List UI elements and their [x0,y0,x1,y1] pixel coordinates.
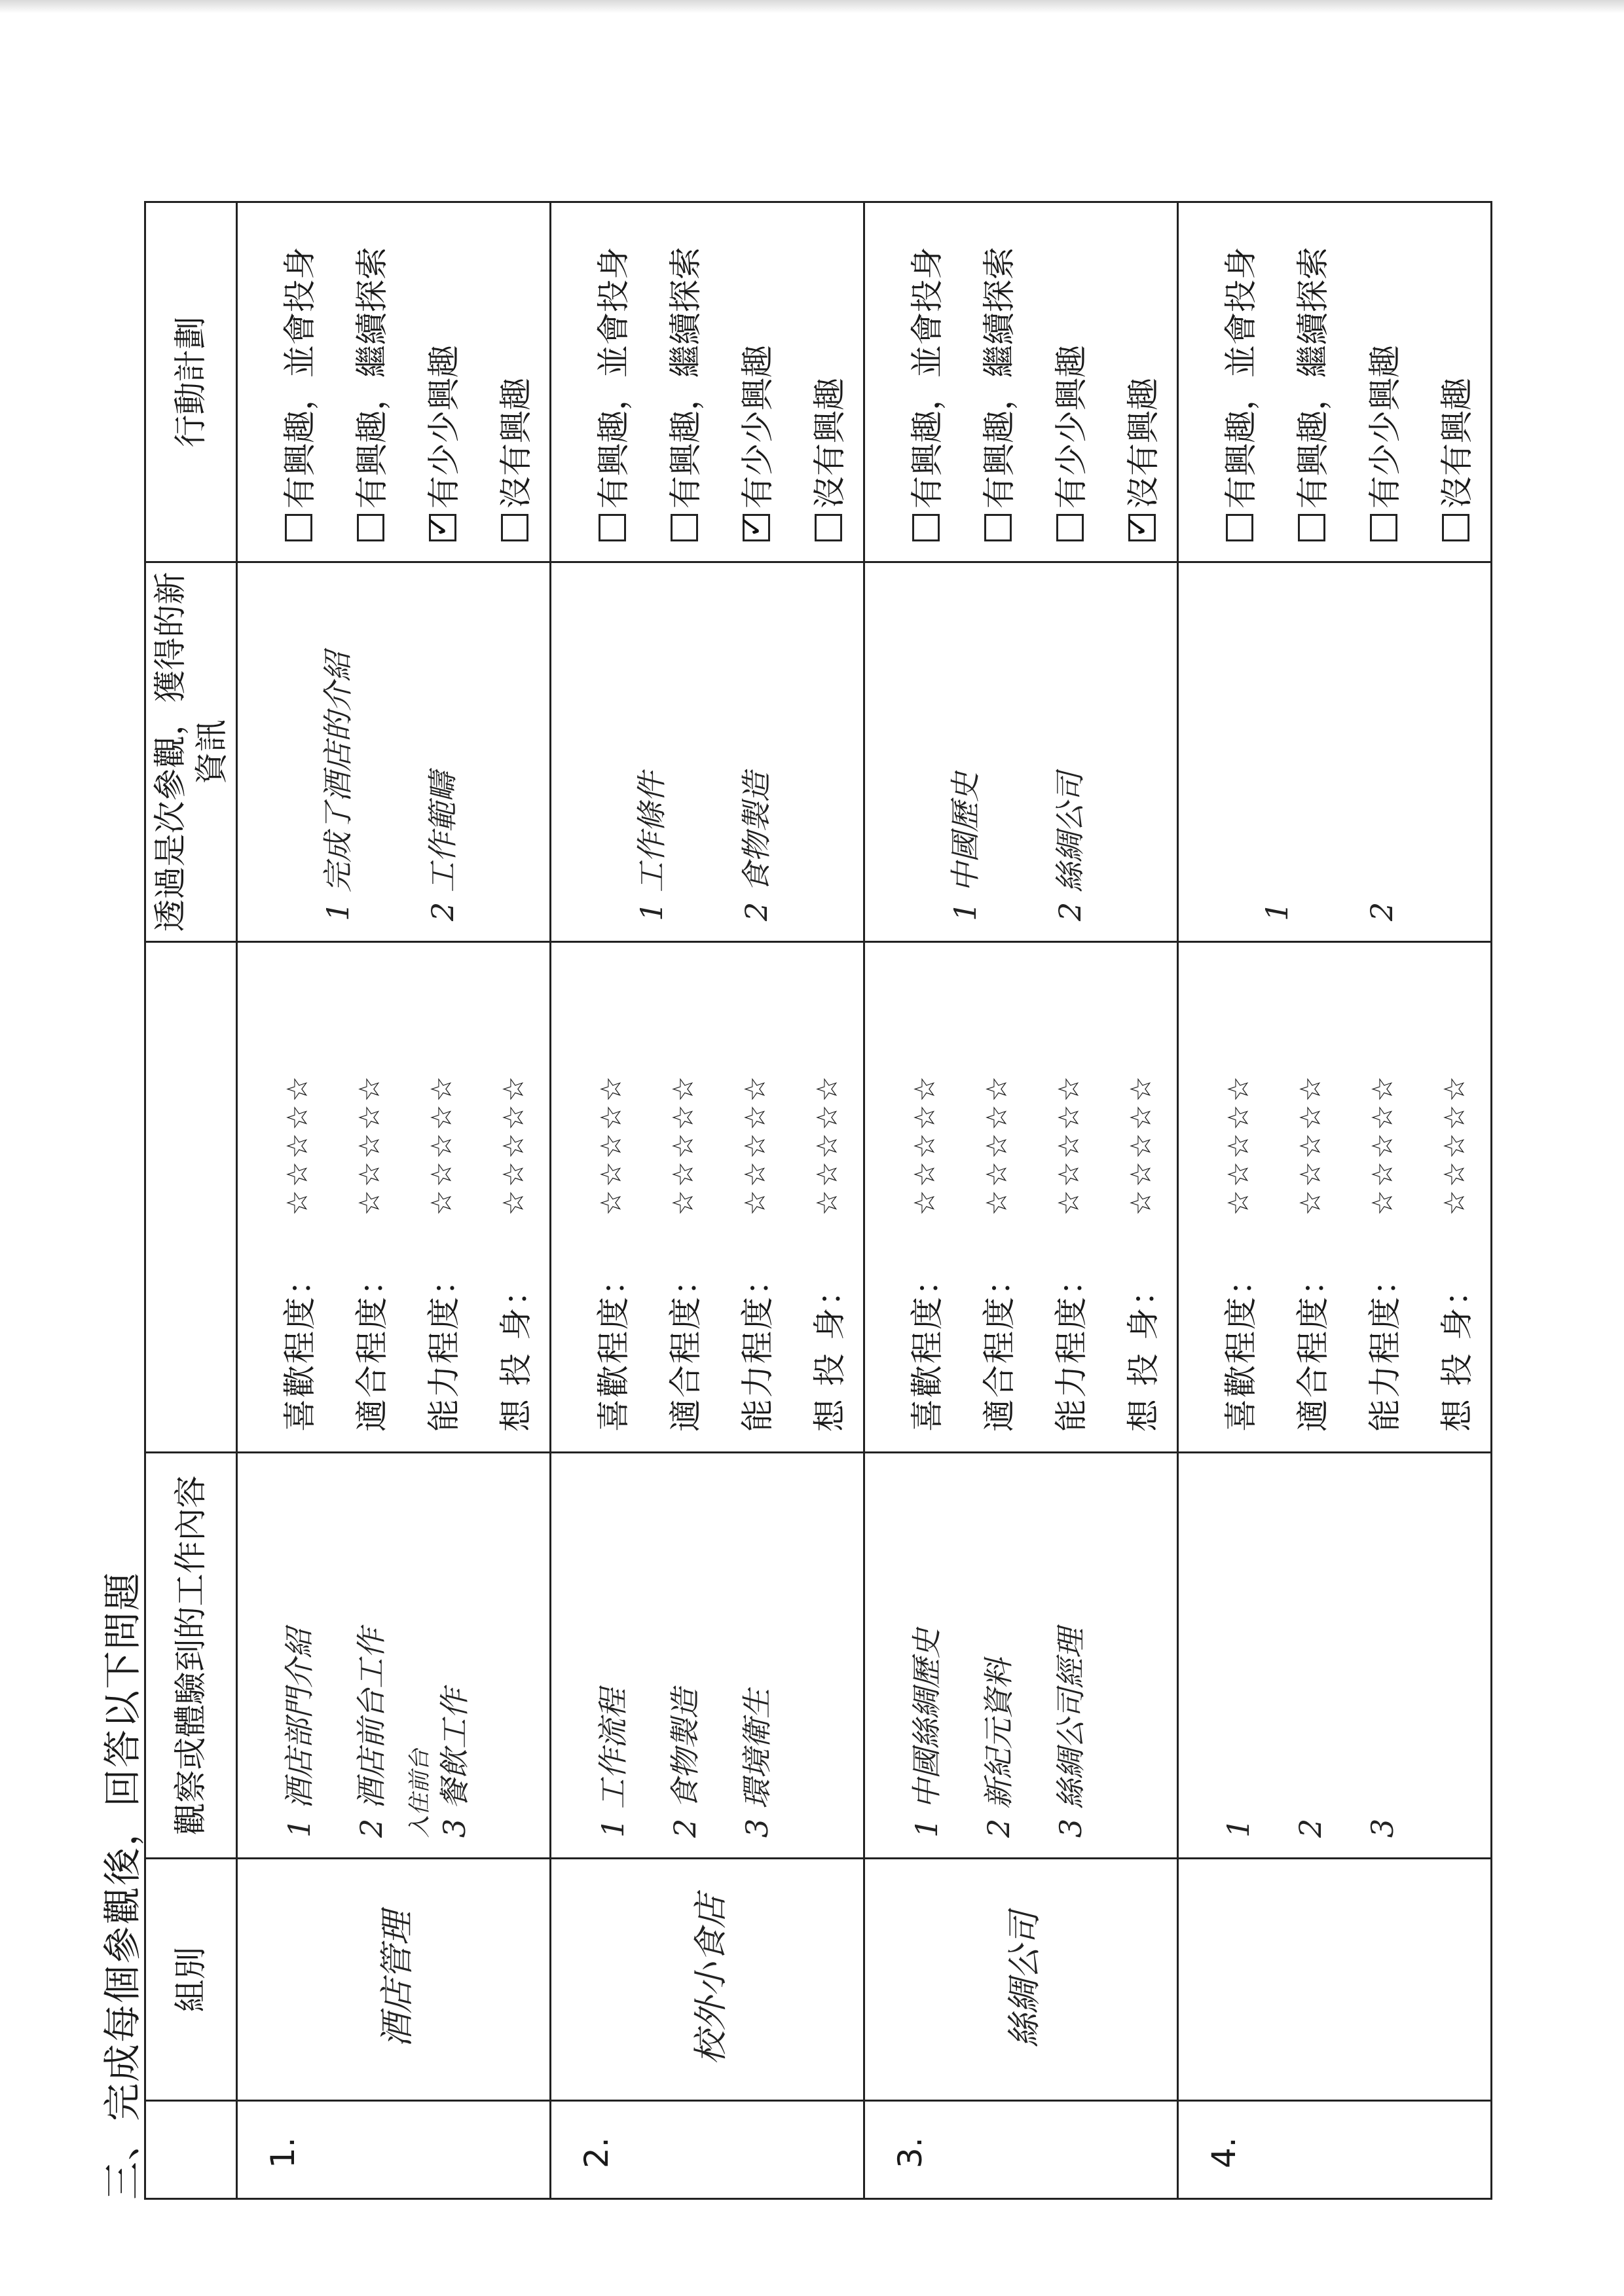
header-content: 觀察或體驗到的工作內容 [145,1453,237,1859]
group-name: 酒店管理 [377,1911,417,2048]
rating-line [1346,962,1418,1432]
rating-label: 喜歡程度： [1222,1262,1260,1432]
group-row [864,202,1178,2199]
new-info-cell [864,562,1178,942]
checkbox[interactable] [743,514,770,541]
work-content-item [333,1473,405,1838]
plan-option[interactable] [261,223,333,541]
plan-option-label: 有興趣，並會投身 [1222,247,1260,509]
group-name-cell [551,1859,864,2101]
work-content-cell [1178,1453,1492,1859]
checkbox[interactable] [1442,514,1469,541]
plan-option[interactable] [791,223,863,541]
plan-option[interactable] [1033,223,1105,541]
action-plan-cell [864,202,1178,562]
checkbox[interactable] [1056,514,1084,541]
group-row [551,202,864,2199]
plan-option-label: 有興趣，繼續探索 [353,247,391,509]
plan-option-label: 有少少興趣 [739,345,777,509]
header-number [145,2101,237,2199]
plan-option-label: 有少少興趣 [1366,345,1404,509]
star-rating[interactable]: ☆☆☆☆☆ [810,1073,844,1216]
action-plan-cell [1178,202,1492,562]
work-content-text: 1 中國絲綢歷史 [909,1628,944,1838]
new-info-item: 2 [1364,902,1399,921]
work-content-item [647,1473,719,1838]
star-rating[interactable]: ☆☆☆☆☆ [424,1073,458,1216]
work-content-item [1033,1473,1105,1838]
checkbox[interactable] [815,514,842,541]
plan-option-label: 沒有興趣 [1438,378,1476,509]
new-info-item: 2 絲綢公司 [1052,772,1088,921]
star-rating[interactable]: ☆☆☆☆☆ [666,1073,700,1216]
star-rating[interactable]: ☆☆☆☆☆ [1293,1073,1327,1216]
plan-option[interactable] [647,223,719,541]
plan-option-label: 沒有興趣 [811,378,849,509]
group-number-cell [237,2101,551,2199]
star-rating[interactable]: ☆☆☆☆☆ [738,1073,772,1216]
rating-label: 能力程度： [425,1262,463,1432]
work-content-text: 2 食物製造 [667,1688,703,1838]
work-content-item [1274,1473,1346,1838]
work-content-item [1346,1473,1418,1838]
rating-line [477,962,549,1432]
group-name-cell [864,1859,1178,2101]
checkbox[interactable] [285,514,312,541]
checkbox[interactable] [1226,514,1253,541]
plan-option-label: 有興趣，並會投身 [908,247,946,509]
checkbox[interactable] [1298,514,1325,541]
work-content-text: 2 [1293,1818,1328,1838]
section-heading: 三、完成每個參觀後，回答以下問題 [100,1571,145,2200]
rating-line [961,962,1033,1432]
new-info-item: 2 食物製造 [739,772,774,921]
checkbox[interactable] [429,514,456,541]
plan-option-label: 有興趣，繼續探索 [667,247,705,509]
star-rating[interactable]: ☆☆☆☆☆ [908,1073,942,1216]
plan-option[interactable] [405,223,477,541]
checkbox[interactable] [1370,514,1397,541]
work-content-cell [551,1453,864,1859]
new-info-item: 1 完成了酒店的介紹 [320,651,356,921]
rating-label: 能力程度： [1052,1262,1090,1432]
star-rating[interactable]: ☆☆☆☆☆ [980,1073,1014,1216]
new-info-cell [237,562,551,942]
rating-line [791,962,863,1432]
rating-line [1202,962,1274,1432]
work-content-item [961,1473,1033,1838]
rating-line [405,962,477,1432]
work-content-cell [237,1453,551,1859]
header-row [145,202,237,2199]
new-info-item: 1 工作條件 [634,772,669,921]
header-rating [145,942,237,1453]
plan-option[interactable] [1346,223,1418,541]
star-rating[interactable]: ☆☆☆☆☆ [1437,1073,1471,1216]
plan-option[interactable] [1202,223,1274,541]
rating-line [1274,962,1346,1432]
work-content-item [261,1473,333,1838]
star-rating[interactable]: ☆☆☆☆☆ [496,1073,530,1216]
plan-option[interactable] [889,223,961,541]
rating-cell [551,942,864,1453]
checkbox[interactable] [599,514,626,541]
group-row [1178,202,1492,2199]
rating-label: 適合程度： [980,1262,1018,1432]
work-content-text: 3 環境衛生 [739,1688,775,1838]
rating-cell [237,942,551,1453]
checkbox[interactable] [984,514,1012,541]
work-content-item [1202,1473,1274,1838]
rating-label: 適合程度： [353,1262,391,1432]
group-number-cell [864,2101,1178,2199]
group-row [237,202,551,2199]
plan-option[interactable] [1418,223,1490,541]
work-content-cell [864,1453,1178,1859]
work-content-item [719,1473,791,1838]
group-number-cell [551,2101,864,2199]
visit-table [144,201,1492,2200]
checkbox[interactable] [671,514,698,541]
checkbox[interactable] [912,514,940,541]
rating-line [889,962,961,1432]
rating-label: 能力程度： [739,1262,777,1432]
group-number: 4. [1205,2137,1243,2168]
group-number: 3. [891,2137,929,2168]
star-rating[interactable]: ☆☆☆☆☆ [1221,1073,1255,1216]
rating-label: 適合程度： [667,1262,705,1432]
star-rating[interactable]: ☆☆☆☆☆ [280,1073,314,1216]
work-content-text: 1 酒店部門介紹 [282,1628,317,1838]
rating-cell [1178,942,1492,1453]
plan-option-label: 有興趣，並會投身 [595,247,633,509]
rating-label: 想 投 身： [1438,1272,1476,1432]
rating-label: 想 投 身： [497,1272,535,1432]
action-plan-cell [237,202,551,562]
worksheet [85,164,1476,2226]
plan-option[interactable] [333,223,405,541]
plan-option-label: 有少少興趣 [425,345,463,509]
rating-line [575,962,647,1432]
new-info-cell [1178,562,1492,942]
plan-option[interactable] [961,223,1033,541]
header-plan: 行動計劃 [145,202,237,562]
group-name-cell [1178,1859,1492,2101]
group-name: 絲綢公司 [1005,1911,1044,2048]
work-content-text: 1 工作流程 [595,1688,631,1838]
group-number: 2. [578,2137,616,2168]
work-content-item [575,1473,647,1838]
work-content-note: 入住前台 [407,1749,433,1838]
plan-option[interactable] [1105,223,1177,541]
scan-edge [0,0,1624,13]
header-info: 透過是次參觀，獲得的新資訊 [145,562,237,942]
star-rating[interactable]: ☆☆☆☆☆ [352,1073,386,1216]
plan-option[interactable] [477,223,549,541]
plan-option[interactable] [575,223,647,541]
rating-label: 喜歡程度： [595,1262,633,1432]
rating-line [1105,962,1177,1432]
header-group: 組別 [145,1859,237,2101]
work-content-item [405,1473,477,1838]
rating-line [1418,962,1490,1432]
star-rating[interactable]: ☆☆☆☆☆ [1052,1073,1086,1216]
star-rating[interactable]: ☆☆☆☆☆ [1365,1073,1399,1216]
rating-line [333,962,405,1432]
work-content-text: 1 [1221,1818,1256,1838]
rating-label: 想 投 身： [811,1272,849,1432]
rating-label: 能力程度： [1366,1262,1404,1432]
rating-line [1033,962,1105,1432]
group-name [1179,1859,1490,2100]
group-name: 校外小食店 [691,1894,731,2065]
rating-cell [864,942,1178,1453]
star-rating[interactable]: ☆☆☆☆☆ [1124,1073,1158,1216]
group-number: 1. [264,2137,302,2168]
rating-label: 適合程度： [1294,1262,1332,1432]
work-content-text: 2 新紀元資料 [981,1658,1016,1838]
plan-option-label: 有少少興趣 [1052,345,1090,509]
work-content-text: 2 酒店前台工作 [354,1628,389,1838]
work-content-text: 3 餐飲工作 [437,1688,472,1838]
plan-option[interactable] [1274,223,1346,541]
plan-option-label: 有興趣，並會投身 [281,247,319,509]
rating-label: 喜歡程度： [281,1262,319,1432]
work-content-text: 3 [1365,1818,1400,1838]
group-number-cell [1178,2101,1492,2199]
new-info-cell [551,562,864,942]
rating-line [719,962,791,1432]
star-rating[interactable]: ☆☆☆☆☆ [594,1073,628,1216]
checkbox[interactable] [1128,514,1156,541]
rating-line [647,962,719,1432]
checkbox[interactable] [357,514,384,541]
new-info-item: 1 [1259,902,1295,921]
plan-option[interactable] [719,223,791,541]
checkbox[interactable] [501,514,528,541]
plan-option-label: 沒有興趣 [1124,378,1162,509]
new-info-item: 1 中國歷史 [948,772,983,921]
rating-line [261,962,333,1432]
new-info-item: 2 工作範疇 [425,772,460,921]
rating-label: 想 投 身： [1124,1272,1162,1432]
plan-option-label: 有興趣，繼續探索 [1294,247,1332,509]
group-name-cell [237,1859,551,2101]
work-content-item [889,1473,961,1838]
rating-label: 喜歡程度： [908,1262,946,1432]
work-content-text: 3 絲綢公司經理 [1053,1628,1088,1838]
action-plan-cell [551,202,864,562]
plan-option-label: 有興趣，繼續探索 [980,247,1018,509]
plan-option-label: 沒有興趣 [497,378,535,509]
